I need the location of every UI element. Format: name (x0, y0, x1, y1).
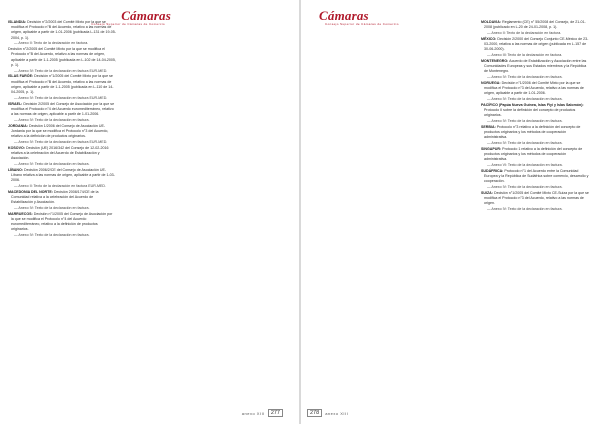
entry (481, 191, 589, 207)
entry-annex: — Anexo IV: Texto de la declaración en factura. (14, 205, 90, 210)
entry-annex: — Anexo IV: Texto de la declaración en factura. (14, 117, 90, 122)
entry (481, 125, 589, 141)
entry (481, 147, 589, 163)
entry-text: Protocolo n°3 relativo a la definición del concepto de productos originarios y los métodos de cooperación administrativa. (484, 124, 581, 140)
entry-text: Decisión 2006/2/CE del Consejo de Asociación UE-Líbano relativa a las normas de origen, aplicable a partir de 1-03-2006. (11, 167, 115, 183)
entry (8, 102, 116, 118)
entry-lead: MACEDONIA DEL NORTE: (8, 189, 53, 194)
entry (8, 20, 116, 41)
entry-annex: — Anexo IV: Texto de la declaración en factura. (487, 185, 563, 189)
entry-lead: MOLDAVIA: (481, 20, 502, 24)
entry-text: Decisión 2008/174/CE de la Comunidad relativa a la celebración del Acuerdo de Estabilización y Asociación. (11, 189, 99, 205)
entry-lead: SERBIA: (481, 124, 496, 129)
entry (481, 37, 589, 53)
entry-annex: — Anexo IV: Texto de la declaración en factura. (487, 141, 563, 145)
entry-lead: MONTENEGRO: (481, 58, 509, 63)
left-page (0, 0, 299, 424)
entry-annex: — Anexo IV: Texto de la declaración en factura. (14, 233, 90, 238)
left-text-column (8, 20, 116, 239)
entry-text: Decisión 2/2005 del Consejo de Asociación por la que se modifica el Protocolo n°4 del Acuerdo euromediterráneo, relativo a las normas de origen, aplicable a partir de 1-01-2006. (11, 101, 115, 117)
entry-annex: — Anexo IV: Texto de la declaración en factura. (14, 161, 90, 166)
entry-lead: LÍBANO: (8, 167, 23, 172)
entry (8, 146, 116, 162)
entry-annex: — Anexo VI: Texto de la declaración en factura. (487, 163, 563, 167)
entry-text: Decisión n°2/2003 del Comité Mixto por la que se modifica el Protocolo n°B del Acuerdo, relativo a las normas de origen, aplicable a partir de 1-01-2006 (publicada L-131 de 19-05-2004, p. 1). (11, 20, 116, 40)
right-page (301, 0, 600, 424)
entry (8, 212, 116, 233)
entry-text: Decisión n°1/2005 del Comité Mixto por la que se modifica el Protocolo n°B del Acuerdo, relativo a las normas de origen, aplicable a partir de 1-1-2005 (publicada en L-110 de 14-04-2005, p. 1). (11, 74, 114, 95)
entry-text: Protocolo II sobre la definición del concepto de productos originarios. (484, 108, 576, 118)
entry (8, 190, 116, 206)
entry-lead: SUDÁFRICA: (481, 168, 504, 173)
entry-text: Decisión 1/2006 del Consejo de Asociación UE-Jordania por la que se modifica el Protocolo n°3 del Acuerdo, relativo a la definición de productos originarios. (11, 123, 109, 139)
right-text-column (481, 20, 589, 213)
entry-annex: — Anexo IV: Texto de la declaración en factura. (487, 119, 563, 123)
entry-text: Decisión n°1/2005 del Comité Mixto CE-Suiza por la que se modifica el Protocolo n°3 del Acuerdo, relativo a las normas de origen. (484, 190, 589, 206)
entry-text: Decisión n°1/2005 del Consejo de Asociación por la que se modifica el Protocolo n°4 del Acuerdo euromediterráneo, relativo a la definición de productos originarios. (11, 211, 113, 232)
entry-lead: MARRUECOS: (8, 211, 33, 216)
entry (8, 47, 116, 68)
entry-lead: ISLAS FARÓE: (8, 74, 34, 79)
page-footer (307, 409, 348, 417)
entry (481, 103, 589, 119)
entry-text: Reglamento (CE) n° 55/2008 del Consejo, de 21-01-2008 (publicado en L-20 de 24-01-2008, p. 1). (484, 20, 586, 30)
entry-annex: — Anexo III: Texto de la declaración en factura. (487, 53, 563, 57)
entry-lead: NORUEGA: (481, 80, 501, 85)
footer-label: anexo XIII (325, 410, 349, 416)
entry (481, 169, 589, 185)
entry-lead: JORDANIA: (8, 123, 28, 128)
entry (481, 20, 589, 30)
brand-logo: Cámaras (319, 8, 369, 23)
entry (481, 81, 589, 97)
entry-lead: SINGAPUR: (481, 146, 502, 151)
entry-lead: KOSOVO: (8, 145, 25, 150)
footer-label: anexo XIII (241, 410, 265, 416)
entry-text: Decisión n°1/2006 del Comité Mixto por la que se modifica el Protocolo n°3 del Acuerdo, relativo a las normas de origen, aplicable a partir de 1-01-2006. (484, 80, 584, 96)
entry-annex: — Anexo IV: Texto de la declaración en factura. (487, 207, 563, 211)
page-number: 277 (268, 409, 283, 417)
brand-subtitle: Consejo Superior de Cámaras de Comercio (91, 22, 165, 26)
page-footer (242, 409, 283, 417)
entry-text: Decisión n°2/2005 del Comité Mixto por la que se modifica el Protocolo n°B del Acuerdo, relativo a las normas de origen, aplicable a partir de 1-1-2005 (publicada en L-102 de 14-04-2005, p. 1). (8, 47, 116, 67)
entry (481, 59, 589, 75)
entry-annex: — Anexo II: Texto de la declaración en factura. (487, 31, 562, 35)
entry-annex: — Anexo IV: Texto de la declaración en factura. (487, 75, 563, 79)
entry (8, 168, 116, 184)
entry (8, 124, 116, 140)
page-number: 278 (307, 409, 322, 417)
entry-text: Protocolo n°1 del Acuerdo entre la Comunidad Europea y la República de Sudáfrica sobre comercio, desarrollo y cooperación. (484, 168, 589, 184)
entry-annex: — Anexo II: Texto de la declaración en factura EUR-MED. (14, 183, 107, 188)
entry-text: Protocolo 1 relativo a la definición del concepto de productos originarios y los métodos de cooperación administrativa. (484, 146, 583, 162)
entry-lead: PACÍFICO (Papúa Nueva Guinea, Islas Fiyi y Islas Salomón): (481, 102, 584, 107)
entry-annex: — Anexo IV: Texto de la declaración en factura EUR-MED. (14, 139, 108, 144)
entry (8, 74, 116, 95)
entry-text: Decisión 2/2000 del Consejo Conjunto CE-México de 23-03-2000, relativa a las normas de origen (publicada en L-157 de 30-06-2000). (484, 36, 589, 52)
entry-lead: MÉXICO: (481, 36, 497, 41)
entry-text: Decisión (UE) 2016/342 del Consejo de 12-02-2016 relativa a la celebración del Acuerdo de Estabilización y Asociación. (11, 145, 109, 161)
entry-annex: — Anexo IV: Texto de la declaración en factura EUR-MED. (14, 95, 108, 100)
entry-text: Acuerdo de Estabilización y Asociación entre las Comunidades Europeas y sus Estados miembros y la República de Montenegro. (484, 58, 587, 74)
entry-annex: — Anexo II: Texto de la declaración en factura. (14, 41, 89, 46)
entry-lead: ISLANDIA: (8, 20, 27, 24)
entry-annex: — Anexo IV: Texto de la declaración en factura EUR-MED. (14, 68, 108, 73)
brand-subtitle: Consejo Superior de Cámaras de Comercio (325, 22, 399, 26)
entry-annex: — Anexo IV: Texto de la declaración en factura. (487, 97, 563, 101)
entry-lead: ISRAEL: (8, 101, 23, 106)
entry-lead: SUIZA: (481, 190, 493, 195)
brand-logo: Cámaras (121, 8, 171, 23)
